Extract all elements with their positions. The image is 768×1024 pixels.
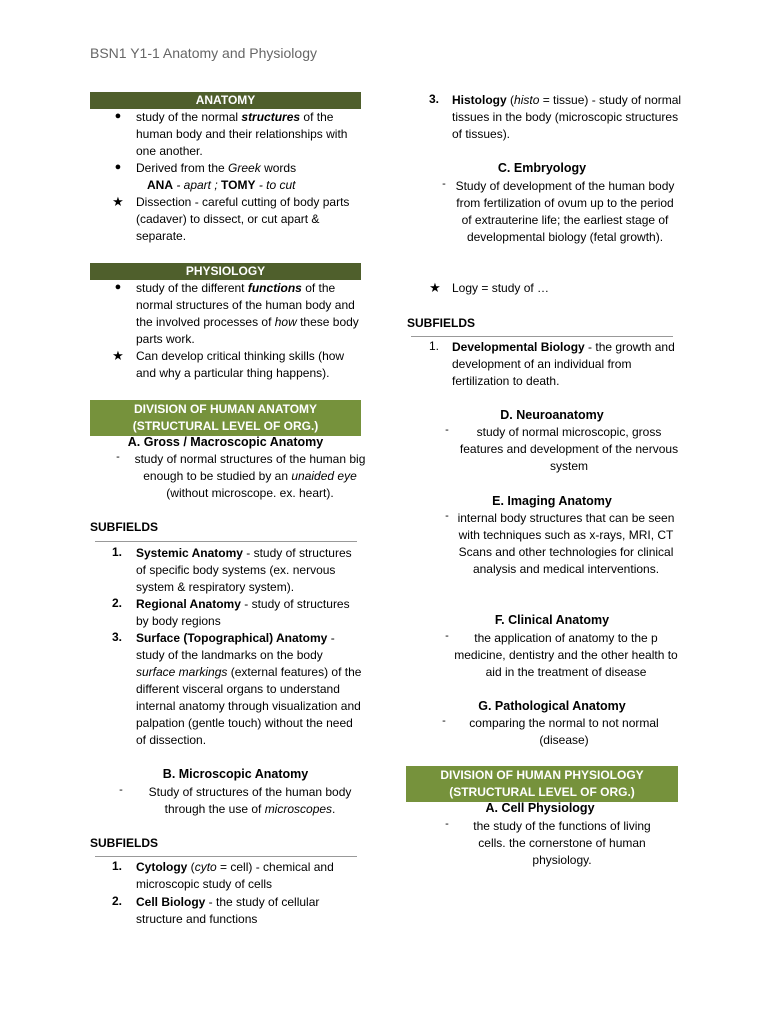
dash-icon: - <box>442 178 446 190</box>
divider <box>411 336 673 337</box>
subfields-heading-2: SUBFIELDS <box>90 836 159 850</box>
surface-anatomy-item: Surface (Topographical) Anatomy - study of the landmarks on the body surface markings (external features) of the different visceral organs to understand internal anatomy through visualization and palpation (gentle touch) without the need of dissection. <box>136 631 362 747</box>
clinical-anatomy-desc: the application of anatomy to the p medicine, dentistry and the other health to aid in the treatment of disease <box>454 631 678 679</box>
microscopic-anatomy-heading: B. Microscopic Anatomy <box>162 767 309 781</box>
physiology-title-bar: PHYSIOLOGY <box>90 263 361 280</box>
gross-anatomy-desc: study of normal structures of the human big enough to be studied by an unaided eye (without microscope. ex. heart). <box>134 452 366 500</box>
anatomy-bullet-1: study of the normal structures of the human body and their relationships with one another. <box>136 110 348 158</box>
imaging-anatomy-heading: E. Imaging Anatomy <box>492 494 612 508</box>
list-number: 1. <box>429 339 440 353</box>
neuroanatomy-desc: study of normal microscopic, gross features and development of the nervous system <box>459 425 679 473</box>
gross-anatomy-heading: A. Gross / Macroscopic Anatomy <box>127 435 324 449</box>
dash-icon: - <box>445 630 449 642</box>
list-number: 1. <box>112 859 123 873</box>
clinical-anatomy-heading: F. Clinical Anatomy <box>494 613 610 627</box>
pathological-anatomy-heading: G. Pathological Anatomy <box>478 699 626 713</box>
microscopic-anatomy-desc: Study of structures of the human body through the use of microscopes. <box>148 785 352 816</box>
subfields-heading-1: SUBFIELDS <box>90 520 159 534</box>
imaging-anatomy-desc: internal body structures that can be seen with techniques such as x-rays, MRI, CT Scans and other technologies for clinical analysis and medical interventions. <box>457 511 675 576</box>
cytology-item: Cytology (cyto = cell) - chemical and microscopic study of cells <box>136 860 334 891</box>
logy-note: Logy = study of … <box>452 281 550 295</box>
star-icon: ★ <box>112 348 124 363</box>
dash-icon: - <box>116 451 120 463</box>
dash-icon: - <box>445 510 449 522</box>
dash-icon: - <box>442 715 446 727</box>
list-number: 3. <box>112 630 123 644</box>
page-header: BSN1 Y1-1 Anatomy and Physiology <box>90 45 317 61</box>
anatomy-bullet-3: Dissection - careful cutting of body parts (cadaver) to dissect, or cut apart & separate. <box>136 195 350 243</box>
list-number: 2. <box>112 596 123 610</box>
division-anatomy-bar <box>90 400 361 436</box>
cell-physiology-desc: the study of the functions of living cells. the cornerstone of human physiology. <box>473 819 651 867</box>
division-anatomy-line-1: DIVISION OF HUMAN ANATOMY <box>133 402 318 416</box>
cell-biology-item: Cell Biology - the study of cellular structure and functions <box>136 895 320 926</box>
anatomy-etymology: ANA - apart ; TOMY - to cut <box>147 178 296 192</box>
divider <box>95 541 357 542</box>
division-physiology-bar <box>406 766 678 802</box>
bullet-icon: ● <box>114 281 122 293</box>
cell-physiology-heading: A. Cell Physiology <box>485 801 595 815</box>
star-icon: ★ <box>112 194 124 209</box>
histology-item: Histology (histo = tissue) - study of normal tissues in the body (microscopic structures of tissues). <box>452 93 682 141</box>
list-number: 2. <box>112 894 123 908</box>
division-physiology-line-2: (STRUCTURAL LEVEL OF ORG.) <box>449 785 635 799</box>
division-anatomy-line-2: (STRUCTURAL LEVEL OF ORG.) <box>132 419 319 433</box>
list-number: 1. <box>112 545 123 559</box>
physiology-bullet-1: study of the different functions of the normal structures of the human body and the involved processes of how these body parts work. <box>136 281 359 346</box>
embryology-desc: Study of development of the human body from fertilization of ovum up to the period of extrauterine life; the earliest stage of developmental biology (fetal growth). <box>455 179 675 244</box>
star-icon: ★ <box>429 280 441 295</box>
bullet-icon: ● <box>114 110 122 122</box>
dash-icon: - <box>445 818 449 830</box>
bullet-icon: ● <box>114 161 122 173</box>
anatomy-title-bar: ANATOMY <box>90 92 361 109</box>
systemic-anatomy-item: Systemic Anatomy - study of structures of specific body systems (ex. nervous system & respiratory system). <box>136 546 352 594</box>
physiology-bullet-2: Can develop critical thinking skills (how and why a particular thing happens). <box>136 349 345 380</box>
developmental-biology-item: Developmental Biology - the growth and development of an individual from fertilization to death. <box>452 340 675 388</box>
embryology-heading: C. Embryology <box>497 161 587 175</box>
subfields-heading-3: SUBFIELDS <box>407 316 476 330</box>
regional-anatomy-item: Regional Anatomy - study of structures by body regions <box>136 597 350 628</box>
neuroanatomy-heading: D. Neuroanatomy <box>500 408 604 422</box>
division-physiology-line-1: DIVISION OF HUMAN PHYSIOLOGY <box>440 768 644 782</box>
dash-icon: - <box>119 784 123 796</box>
anatomy-bullet-2: Derived from the Greek words <box>136 161 297 175</box>
pathological-anatomy-desc: comparing the normal to not normal (disease) <box>469 716 659 747</box>
divider <box>95 856 357 857</box>
dash-icon: - <box>445 424 449 436</box>
list-number: 3. <box>429 92 440 106</box>
